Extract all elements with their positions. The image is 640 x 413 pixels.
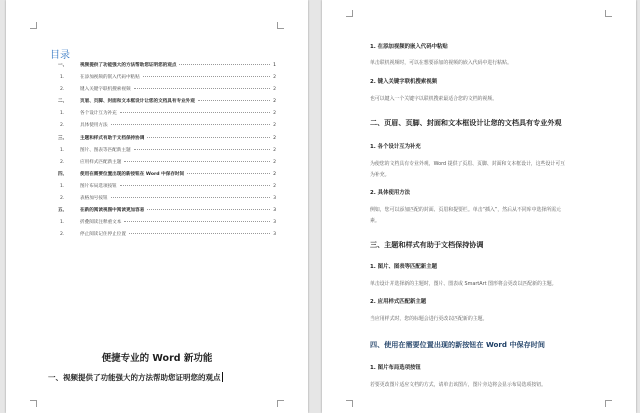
subsection-heading: 2. 应用样式匹配新主题 xyxy=(370,299,427,305)
body-paragraph: 若要更改图片适应文档的方式，请单击该图片，图片旁边将会显示布局选项按钮。 xyxy=(370,382,547,388)
toc-entry-text: 页眉、页脚、封面和文本框设计让您的文档具有专业外观 xyxy=(80,99,195,105)
toc-entry[interactable] xyxy=(50,159,276,171)
toc-entry-text: 各个设计互为补充 xyxy=(80,111,117,117)
toc-leader-dots xyxy=(124,221,270,222)
section-heading: 三、主题和样式有助于文档保持协调 xyxy=(370,240,484,249)
toc-entry-text: 主题和样式有助于文档保持协调 xyxy=(80,135,145,141)
toc-leader-dots xyxy=(129,233,270,234)
toc-title: 目录 xyxy=(50,50,70,61)
margin-corner-mark xyxy=(277,22,284,29)
toc-entry-number: 2. xyxy=(60,123,65,129)
margin-corner-mark xyxy=(30,400,37,407)
toc-entry-text: 折叠阅读注释重文本 xyxy=(80,220,122,226)
subsection-heading: 1. 各个设计互为补充 xyxy=(370,144,421,150)
toc-entry-text: 停止阅读记住停止位置 xyxy=(80,232,126,238)
toc-leader-dots xyxy=(147,209,270,210)
body-paragraph: 当应用样式时，您的标题会进行更改以匹配新的主题。 xyxy=(370,316,488,322)
toc-entry-text: 使用在需要位置出现的新按钮在 Word 中保存时间 xyxy=(80,171,185,177)
section-heading-text: 一、视频提供了功能强大的方法帮助您证明您的观点 xyxy=(48,373,221,382)
toc-entry[interactable] xyxy=(50,219,276,231)
toc-leader-dots xyxy=(111,124,270,125)
toc-entry-number: 2. xyxy=(60,232,65,238)
toc-entry-number: 1. xyxy=(60,220,65,226)
toc-page-number: 3 xyxy=(273,208,276,214)
document-page-right[interactable] xyxy=(322,0,636,413)
toc-page-number: 2 xyxy=(273,135,276,141)
toc-page-number: 2 xyxy=(273,123,276,129)
toc-entry-number: 1. xyxy=(60,183,65,189)
document-page-left[interactable] xyxy=(6,0,308,413)
margin-corner-mark xyxy=(605,400,612,407)
toc-leader-dots xyxy=(187,173,270,174)
toc-page-number: 2 xyxy=(273,159,276,165)
body-paragraph: 为使您的文档具有专业外观，Word 提供了页眉、页脚、封面和文本框设计，这些设计可互 xyxy=(370,161,566,167)
toc-page-number: 1 xyxy=(273,63,276,68)
toc-page-number: 2 xyxy=(273,111,276,117)
toc-entry[interactable] xyxy=(50,62,276,74)
document-title: 便捷专业的 Word 新功能 xyxy=(101,353,213,364)
toc-entry-number: 五、 xyxy=(58,208,68,214)
toc-entry-text: 在新的阅读视图中阅读更加容易 xyxy=(80,208,145,214)
body-paragraph: 为补充。 xyxy=(370,172,390,178)
toc-entry-text: 键入关键字联机搜索视频 xyxy=(80,87,131,93)
table-of-contents xyxy=(50,62,276,243)
section-heading[interactable] xyxy=(48,372,223,383)
toc-page-number: 2 xyxy=(273,99,276,105)
toc-entry-number: 三、 xyxy=(58,135,68,141)
toc-entry[interactable] xyxy=(50,231,276,243)
section-heading: 二、页眉、页脚、封面和文本框设计让您的文档具有专业外观 xyxy=(370,118,562,127)
margin-corner-mark xyxy=(605,10,612,17)
toc-page-number: 3 xyxy=(273,220,276,226)
margin-corner-mark xyxy=(346,10,353,17)
body-paragraph: 单击设计并选择新的主题时，图片、图表或 SmartArt 图形将会更改以匹配新的主题。 xyxy=(370,281,557,287)
toc-entry[interactable] xyxy=(50,135,276,147)
subsection-heading: 2. 具体使用方法 xyxy=(370,190,411,196)
toc-leader-dots xyxy=(111,197,270,198)
margin-corner-mark xyxy=(30,22,37,29)
toc-page-number: 2 xyxy=(273,171,276,177)
toc-entry-text: 图片布局选项按钮 xyxy=(80,183,117,189)
body-paragraph: 素。 xyxy=(370,218,380,224)
toc-entry-number: 2. xyxy=(60,159,65,165)
toc-page-number: 2 xyxy=(273,75,276,81)
toc-entry[interactable] xyxy=(50,110,276,122)
body-paragraph: 例如，您可以添加匹配的封面、页眉和提要栏。单击“插入”，然后从不同库中选择所需元 xyxy=(370,207,561,213)
toc-leader-dots xyxy=(143,76,270,77)
toc-leader-dots xyxy=(179,64,270,65)
margin-corner-mark xyxy=(346,400,353,407)
toc-entry-text: 视频提供了功能强大的方法帮助您证明您的观点 xyxy=(80,63,177,68)
toc-leader-dots xyxy=(120,185,270,186)
toc-entry-number: 一、 xyxy=(58,63,68,68)
toc-entry-text: 在添加视频的嵌入代码中粘贴 xyxy=(80,75,140,81)
toc-leader-dots xyxy=(147,137,270,138)
toc-entry-text: 表格加号按钮 xyxy=(80,196,108,202)
toc-entry[interactable] xyxy=(50,183,276,195)
toc-entry-number: 2. xyxy=(60,87,65,93)
subsection-heading: 1. 在添加视频的嵌入代码中粘贴 xyxy=(370,44,448,50)
toc-leader-dots xyxy=(198,100,270,101)
toc-entry-number: 四、 xyxy=(58,171,68,177)
toc-entry-number: 二、 xyxy=(58,99,68,105)
section-heading: 四、使用在需要位置出现的新按钮在 Word 中保存时间 xyxy=(370,340,545,349)
toc-leader-dots xyxy=(124,161,270,162)
toc-page-number: 3 xyxy=(273,196,276,202)
toc-entry-number: 1. xyxy=(60,111,65,117)
toc-entry[interactable] xyxy=(50,195,276,207)
body-paragraph: 也可以键入一个关键字以联机搜索最适合您的文档的视频。 xyxy=(370,96,498,102)
toc-entry[interactable] xyxy=(50,86,276,98)
toc-leader-dots xyxy=(134,88,271,89)
toc-entry[interactable] xyxy=(50,207,276,219)
text-cursor xyxy=(222,372,223,382)
subsection-heading: 1. 图片布局选项按钮 xyxy=(370,365,421,371)
toc-page-number: 3 xyxy=(273,232,276,238)
subsection-heading: 1. 图片、图表等匹配新主题 xyxy=(370,264,437,270)
body-paragraph: 单击联机视频时，可以在想要添加的视频的嵌入代码中进行粘贴。 xyxy=(370,60,512,66)
toc-entry-number: 1. xyxy=(60,75,65,81)
toc-page-number: 2 xyxy=(273,87,276,93)
toc-page-number: 2 xyxy=(273,183,276,189)
toc-leader-dots xyxy=(120,112,270,113)
toc-entry[interactable] xyxy=(50,171,276,183)
toc-entry[interactable] xyxy=(50,98,276,110)
margin-corner-mark xyxy=(277,400,284,407)
toc-entry-text: 图片、图表等匹配新主题 xyxy=(80,147,131,153)
toc-entry[interactable] xyxy=(50,122,276,134)
toc-entry-text: 具体使用方法 xyxy=(80,123,108,129)
subsection-heading: 2. 键入关键字联机搜索视频 xyxy=(370,79,437,85)
toc-entry-number: 1. xyxy=(60,147,65,153)
toc-entry-number: 2. xyxy=(60,196,65,202)
toc-leader-dots xyxy=(134,149,271,150)
toc-page-number: 2 xyxy=(273,147,276,153)
toc-entry[interactable] xyxy=(50,147,276,159)
toc-entry-text: 应用样式匹配新主题 xyxy=(80,159,122,165)
toc-entry[interactable] xyxy=(50,74,276,86)
